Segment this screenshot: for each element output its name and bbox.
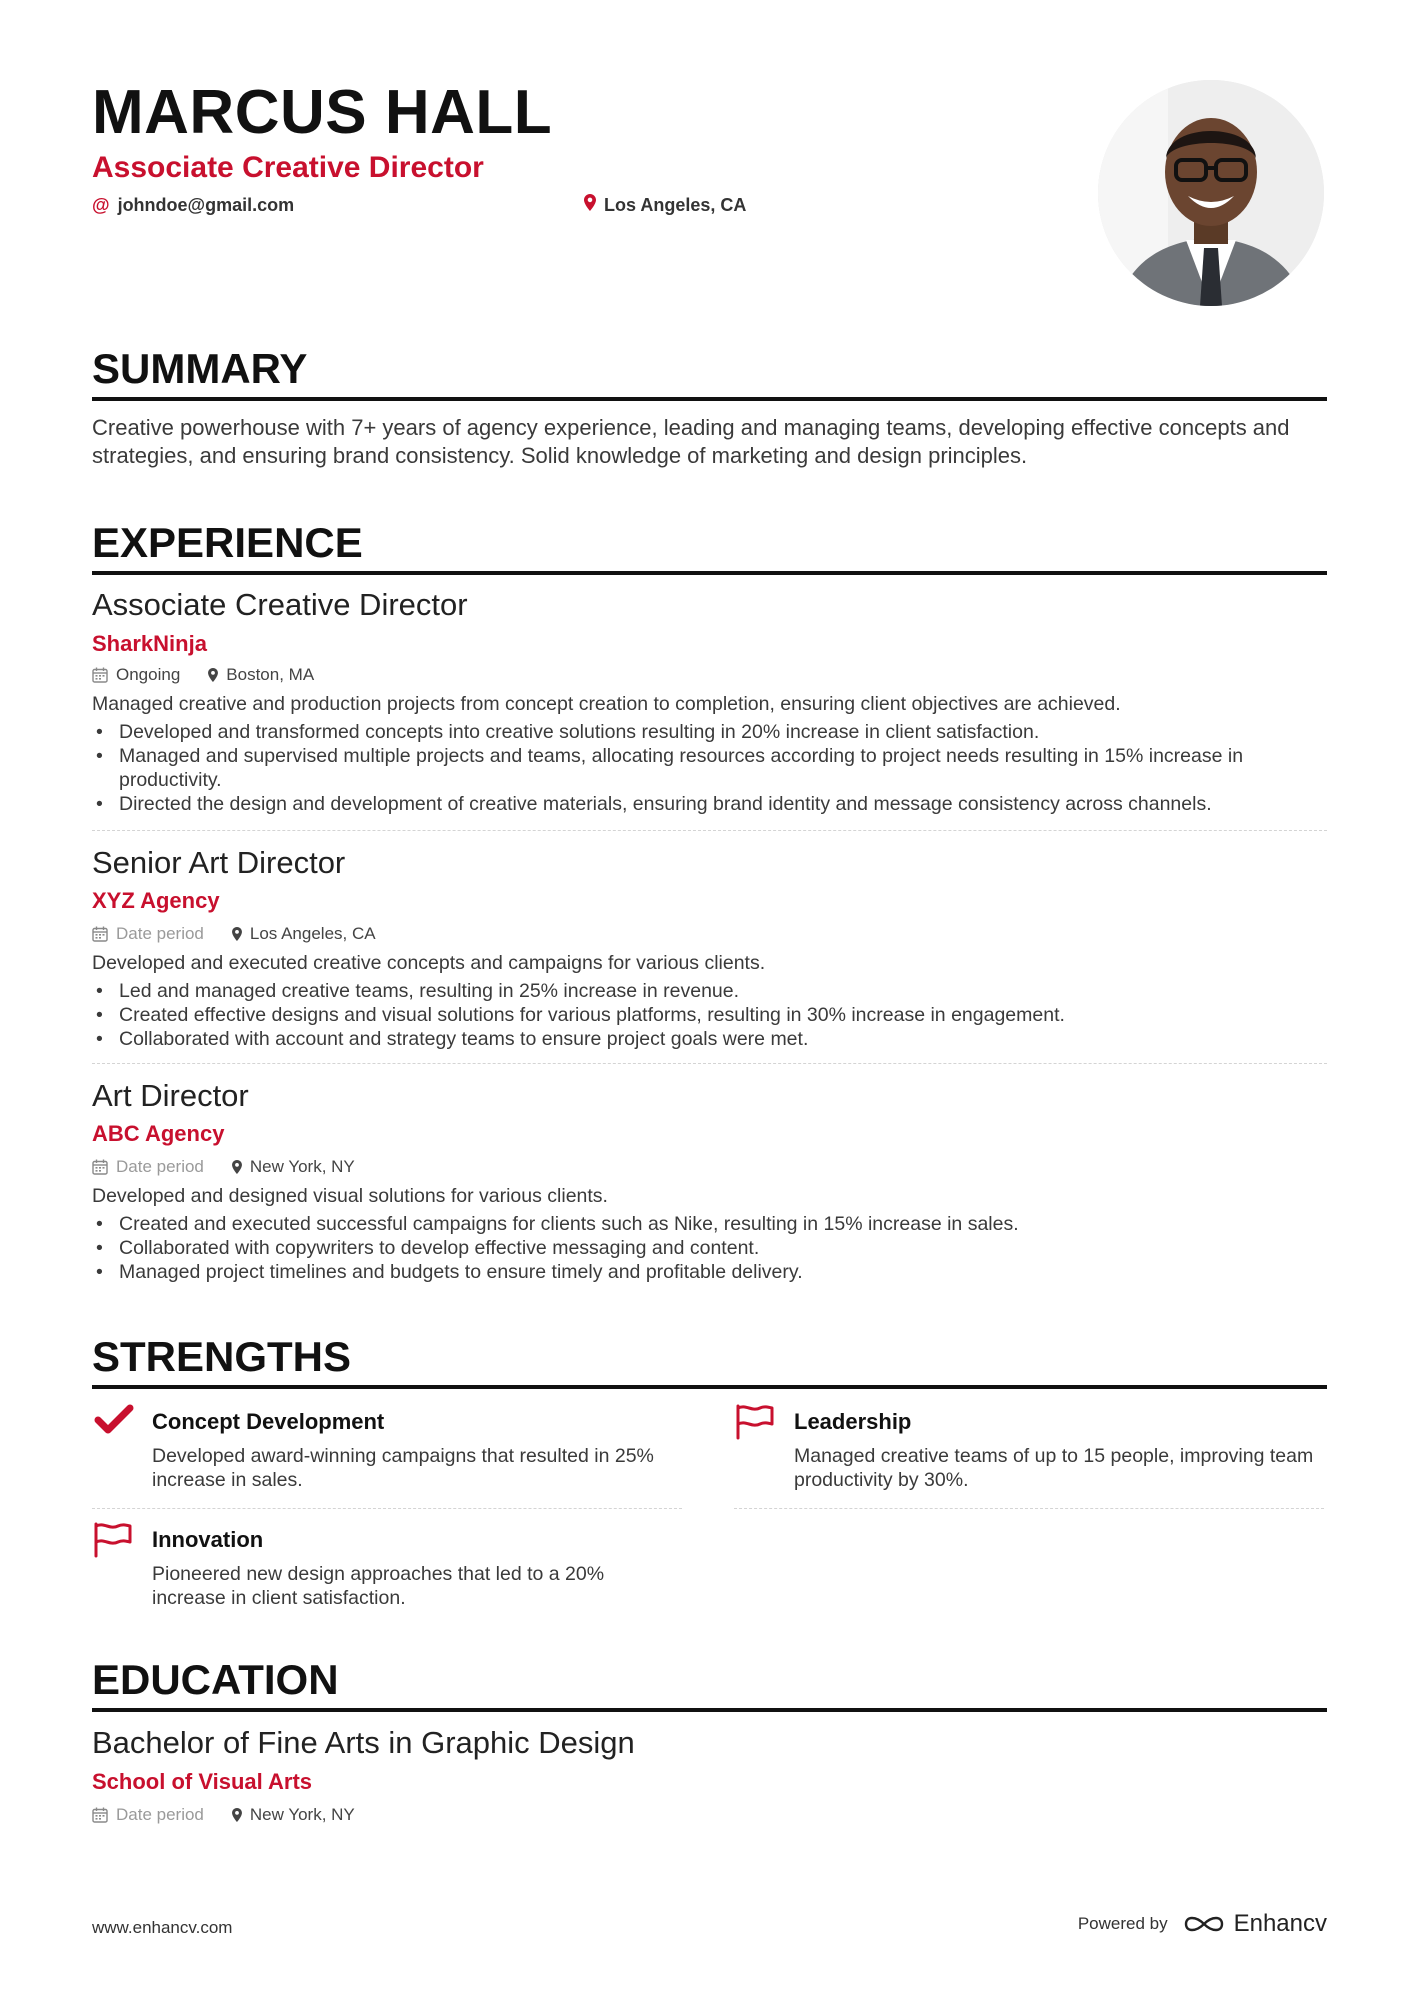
location-pin-icon: [232, 927, 242, 941]
summary-heading: SUMMARY: [92, 343, 1327, 401]
job-bullet: • Directed the design and development of creative materials, ensuring brand identity and message consistency across channels.: [92, 792, 1327, 816]
location-pin-icon: [584, 194, 596, 216]
education-meta: [92, 1804, 383, 1826]
job-bullet: • Led and managed creative teams, resulting in 25% increase in revenue.: [92, 979, 1327, 1003]
footer-branding[interactable]: [1078, 1910, 1327, 1938]
candidate-name: MARCUS HALL: [92, 78, 553, 147]
divider: [92, 1508, 682, 1509]
location-pin-icon: [232, 1160, 242, 1174]
job-title: Senior Art Director: [92, 845, 346, 880]
divider: [92, 830, 1327, 831]
email-text: johndoe@gmail.com: [117, 195, 295, 215]
job-meta: [92, 664, 342, 686]
strength-name: Innovation: [152, 1527, 264, 1552]
calendar-icon: [92, 926, 108, 942]
strength-description: Pioneered new design approaches that led to a 20% increase in client satisfaction.: [152, 1563, 605, 1609]
location-pin-icon: [232, 1808, 242, 1822]
enhancv-logo: [1182, 1910, 1327, 1938]
at-icon: @: [92, 195, 110, 215]
job-bullet: • Managed project timelines and budgets to ensure timely and profitable delivery.: [92, 1260, 1327, 1284]
job-description: Developed and executed creative concepts and campaigns for various clients.: [92, 952, 766, 974]
calendar-icon: [92, 667, 108, 683]
flag-icon: [92, 1522, 136, 1558]
strength-description: Managed creative teams of up to 15 people, improving team productivity by 30%.: [794, 1445, 1314, 1491]
location-pin-icon: [208, 668, 218, 682]
education-heading: EDUCATION: [92, 1654, 1327, 1712]
job-description: Managed creative and production projects from concept creation to completion, ensuring client objectives are achieved.: [92, 693, 1121, 715]
job-bullets: [92, 979, 1327, 1051]
resume-page: [92, 0, 1327, 1995]
job-bullets: [92, 720, 1327, 816]
flag-icon: [734, 1404, 778, 1440]
school-name: School of Visual Arts: [92, 1769, 313, 1794]
job-location: New York, NY: [249, 1157, 355, 1176]
powered-by-label: Powered by: [1077, 1914, 1168, 1933]
check-icon: [92, 1404, 136, 1440]
job-meta: [92, 1156, 383, 1178]
job-company: SharkNinja: [92, 631, 207, 656]
experience-heading: EXPERIENCE: [92, 517, 1327, 575]
job-meta: [92, 923, 404, 945]
job-bullet: • Created and executed successful campaigns for clients such as Nike, resulting in 15% increase in sales.: [92, 1212, 1327, 1236]
footer-website[interactable]: www.enhancv.com: [92, 1918, 233, 1937]
location-text: Los Angeles, CA: [604, 195, 747, 215]
profile-photo: [1098, 80, 1324, 306]
job-company: XYZ Agency: [92, 888, 220, 913]
strength-item: [734, 1404, 1324, 1514]
education-location: New York, NY: [249, 1805, 355, 1824]
brand-name: Enhancv: [1233, 1910, 1327, 1937]
infinity-icon: [1182, 1912, 1226, 1936]
job-title: Associate Creative Director: [92, 587, 468, 622]
candidate-title: Associate Creative Director: [92, 151, 484, 184]
strength-description: Developed award-winning campaigns that resulted in 25% increase in sales.: [152, 1445, 654, 1491]
education-period: Date period: [116, 1805, 204, 1824]
job-bullet: • Managed and supervised multiple projects and teams, allocating resources according to project needs resulting in 15% increase in productivity.: [92, 744, 1327, 792]
strength-name: Leadership: [794, 1409, 912, 1434]
contact-email[interactable]: [92, 194, 294, 216]
job-bullet: • Created effective designs and visual solutions for various platforms, resulting in 30% increase in engagement.: [92, 1003, 1327, 1027]
calendar-icon: [92, 1159, 108, 1175]
job-location: Boston, MA: [226, 665, 315, 684]
contact-location: [584, 194, 746, 216]
strength-item: [92, 1522, 682, 1612]
divider: [92, 1063, 1327, 1064]
job-company: ABC Agency: [92, 1121, 225, 1146]
job-location: Los Angeles, CA: [249, 924, 376, 943]
job-description: Developed and designed visual solutions for various clients.: [92, 1185, 608, 1207]
job-title: Art Director: [92, 1078, 249, 1113]
job-period: Ongoing: [116, 665, 181, 684]
calendar-icon: [92, 1807, 108, 1823]
degree-title: Bachelor of Fine Arts in Graphic Design: [92, 1725, 635, 1760]
job-bullet: • Developed and transformed concepts into creative solutions resulting in 20% increase in client satisfaction.: [92, 720, 1327, 744]
strengths-heading: STRENGTHS: [92, 1331, 1327, 1389]
job-period: Date period: [116, 1157, 204, 1176]
strength-item: [92, 1404, 682, 1514]
job-period: Date period: [116, 924, 204, 943]
job-bullet: • Collaborated with account and strategy teams to ensure project goals were met.: [92, 1027, 1327, 1051]
job-bullet: • Collaborated with copywriters to develop effective messaging and content.: [92, 1236, 1327, 1260]
job-bullets: [92, 1212, 1327, 1284]
summary-text: Creative powerhouse with 7+ years of agency experience, leading and managing teams, developing effective concepts and strategies, and ensuring brand consistency. Solid knowledge of marketing and design principles.: [92, 415, 1290, 468]
strength-name: Concept Development: [152, 1409, 385, 1434]
divider: [734, 1508, 1324, 1509]
